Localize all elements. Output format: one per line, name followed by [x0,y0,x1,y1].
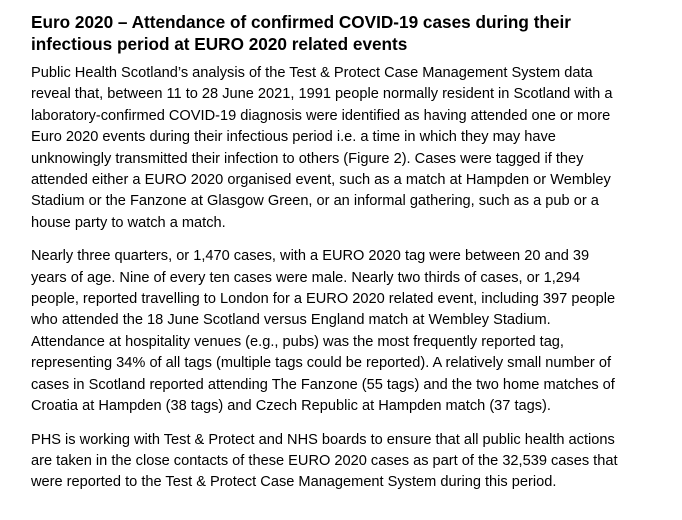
paragraph-line: representing 34% of all tags (multiple tags could be reported). A relatively small number of [31,355,611,372]
paragraph-line: Public Health Scotland’s analysis of the Test & Protect Case Management System data [31,65,593,81]
paragraph-line: unknowingly transmitted their infection to others (Figure 2). Cases were tagged if they [31,150,584,167]
paragraph-line: who attended the 18 June Scotland versus England match at Wembley Stadium. [31,312,551,329]
paragraph-line: Stadium or the Fanzone at Glasgow Green, or an informal gathering, such as a pub or a [31,193,599,210]
paragraph-line: Attendance at hospitality venues (e.g., pubs) was the most frequently reported tag, [31,333,564,350]
title-line: Euro 2020 – Attendance of confirmed COVID-19 cases during their [31,12,571,32]
paragraph-line: years of age. Nine of every ten cases were male. Nearly two thirds of cases, or 1,294 [31,269,581,286]
paragraph-actions [31,430,676,494]
paragraph-line: Croatia at Hampden (38 tags) and Czech Republic at Hampden match (37 tags). [31,398,551,415]
paragraph-line: attended either a EURO 2020 organised event, such as a match at Hampden or Wembley [31,172,611,189]
paragraph-analysis [31,63,671,234]
paragraph-line: house party to watch a match. [31,214,226,231]
paragraph-line: people, reported travelling to London for a EURO 2020 related event, including 397 people [31,291,616,308]
paragraph-demographics [31,246,676,417]
paragraph-line: Euro 2020 events during their infectious period i.e. a time in which they may have [31,129,556,146]
paragraph-line: were reported to the Test & Protect Case Management System during this period. [31,474,557,491]
paragraph-line: Nearly three quarters, or 1,470 cases, with a EURO 2020 tag were between 20 and 39 [31,248,590,265]
paragraph-line: laboratory-confirmed COVID-19 diagnosis were identified as having attended one or more [31,107,611,124]
document-body [31,11,676,506]
title-line: infectious period at EURO 2020 related events [31,34,408,54]
paragraph-line: reveal that, between 11 to 28 June 2021, 1991 people normally resident in Scotland with a [31,86,613,103]
paragraph-line: PHS is working with Test & Protect and NHS boards to ensure that all public health actions [31,431,615,448]
document-title [31,11,676,55]
paragraph-line: are taken in the close contacts of these EURO 2020 cases as part of the 32,539 cases that [31,452,618,469]
paragraph-line: cases in Scotland reported attending The Fanzone (55 tags) and the two home matches of [31,376,615,393]
